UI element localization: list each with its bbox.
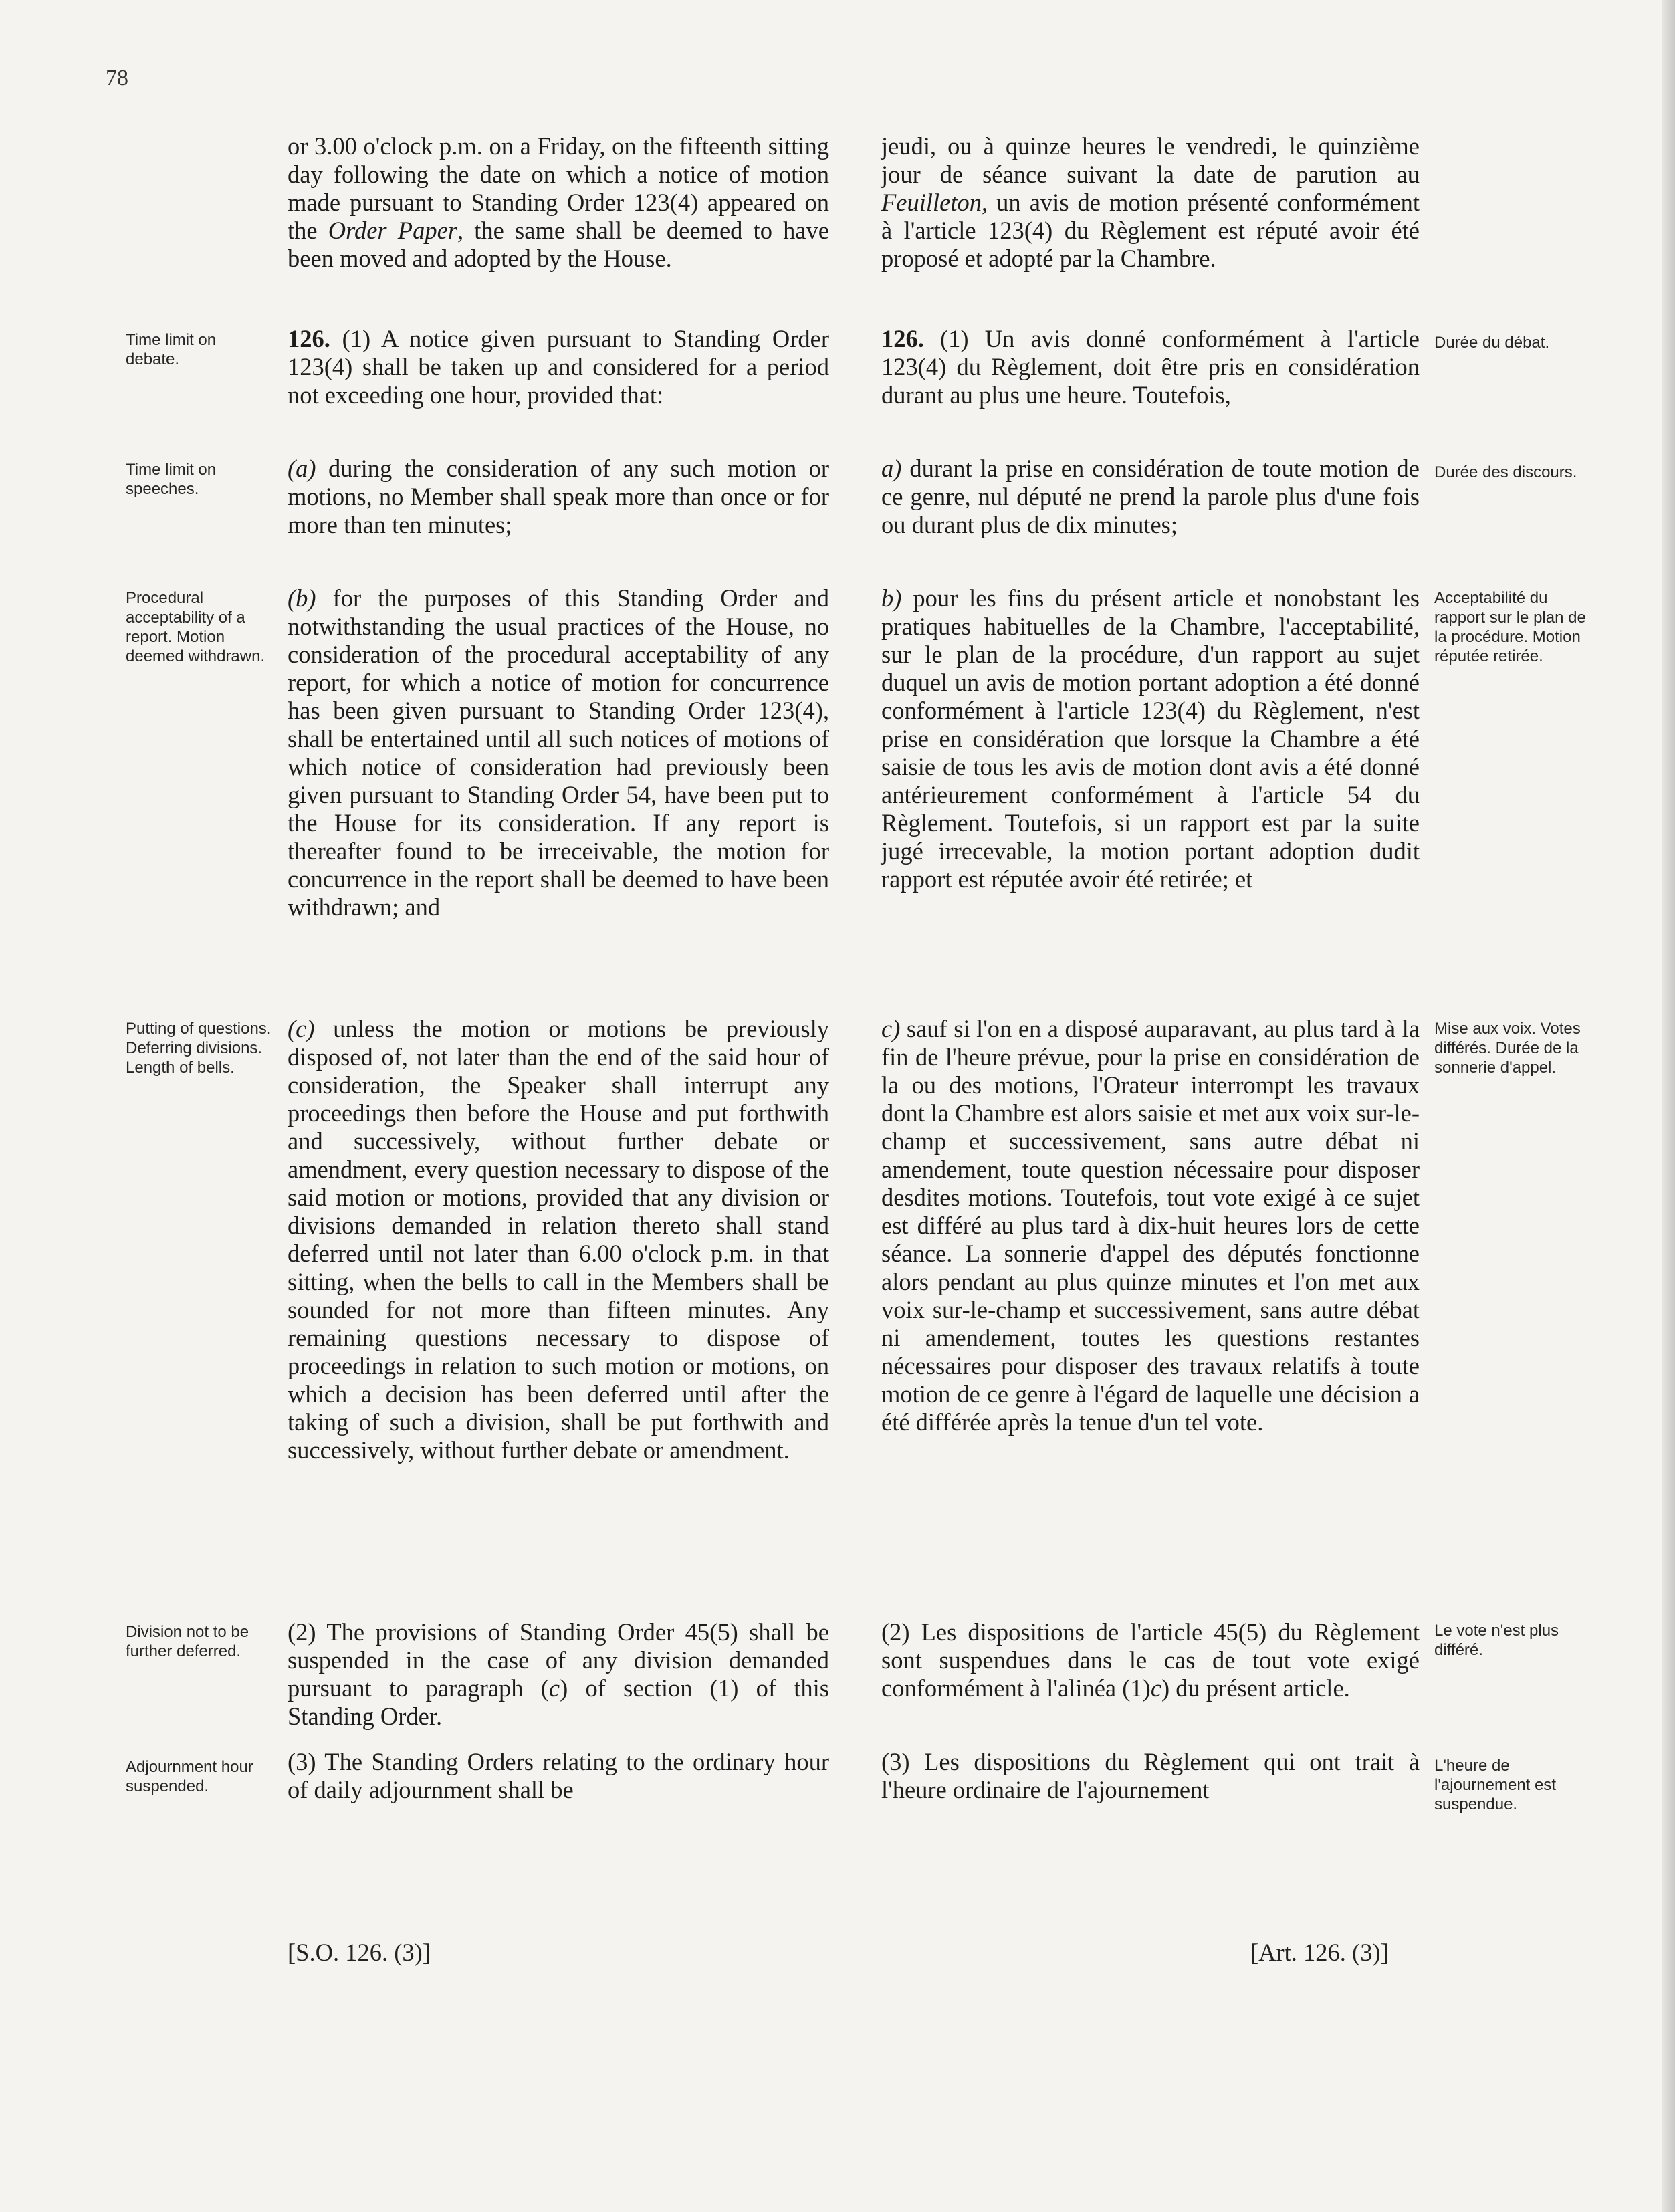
en-paragraph-b bbox=[288, 584, 829, 921]
fr-paragraph-a bbox=[881, 455, 1420, 539]
en-s2-italic: c bbox=[548, 1674, 560, 1702]
en-b-text: for the purposes of this Standing Order and notwithstanding the usual practices of the House, no consideration of the procedural acceptability of any report, for which a notice of motion for concurrence has been given pursuant to Standing Order 123(4), shall be entertained until all such notices of motions of which notice of consideration had previously been given pursuant to Standing Order 54, have been put to the House for its consideration. If any report is thereafter found to be irreceivable, the motion for concurrence in the report shall be deemed to have been withdrawn; and bbox=[288, 584, 829, 921]
fr-section-126-text: (1) Un avis donné conformément à l'article 123(4) du Règlement, doit être pris en considération durant au plus une heure. Toutefois, bbox=[881, 325, 1420, 409]
fr-c-label: c) bbox=[881, 1015, 901, 1042]
en-continuation-paragraph bbox=[288, 132, 829, 273]
en-continuation-text-1: or 3.00 o'clock p.m. on a Friday, on the fifteenth sitting day following the date on which a notice of motion made pursuant to Standing Order 123(4) appeared on the bbox=[288, 132, 829, 244]
fr-continuation-text-2: , un avis de motion présenté conformément à l'article 123(4) du Règlement est réputé avoir été proposé et adopté par la Chambre. bbox=[881, 189, 1420, 272]
fr-s2-text-1: (2) Les dispositions de l'article 45(5) du Règlement sont suspendues dans le cas de tout vote exigé conformément à l'alinéa (1) bbox=[881, 1618, 1420, 1702]
en-paragraph-a bbox=[288, 455, 829, 539]
fr-b-text: pour les fins du présent article et nonobstant les pratiques habituelles de la Chambre, l'acceptabilité, sur le plan de la procédure, d'un rapport au sujet duquel un avis de motion portant adoption a été donné conformément à l'article 123(4) du Règlement, n'est prise en considération que lorsque la Chambre a été saisie de tous les avis de motion dont avis a été donné antérieurement conformément à l'article 54 du Règlement. Toutefois, si un rapport est par la suite jugé irrecevable, la motion portant adoption dudit rapport est réputée avoir été retirée; et bbox=[881, 584, 1420, 893]
en-c-text: unless the motion or motions be previously disposed of, not later than the end of the said hour of consideration, the Speaker shall interrupt any proceedings then before the House and put forthwith and successively, without further debate or amendment, every question necessary to dispose of the said motion or motions, provided that any division or divisions demanded in relation thereto shall stand deferred until not later than 6.00 o'clock p.m. in that sitting, when the bells to call in the Members shall be sounded for not more than fifteen minutes. Any remaining questions necessary to dispose of proceedings in relation to such motion or motions, on which a decision has been deferred until after the taking of such a division, shall be put forthwith and successively, without further debate or amendment. bbox=[288, 1015, 829, 1464]
fr-c-text: sauf si l'on en a disposé auparavant, au plus tard à la fin de l'heure prévue, pour la prise en considération de la ou des motions, l'Orateur interrompt les travaux dont la Chambre est alors saisie et met aux voix sur-le-champ et successivement, sans autre débat ni amendement, toute question nécessaire pour disposer desdites motions. Toutefois, tout vote exigé à ce sujet est différé au plus tard à dix-huit heures lors de cette séance. La sonnerie d'appel des députés fonctionne alors pendant au plus quinze minutes et l'on met aux voix sur-le-champ et successivement, sans autre débat ni amendement, toutes les questions restantes nécessaires pour disposer des travaux relatifs à toute motion de ce genre à l'égard de laquelle une décision a été différée après la tenue d'un tel vote. bbox=[881, 1015, 1420, 1436]
fr-continuation-text-1: jeudi, ou à quinze heures le vendredi, le quinzième jour de séance suivant la date de parution au bbox=[881, 132, 1420, 188]
margin-note-putting-questions: Putting of questions. Deferring divisions. Length of bells. bbox=[126, 1020, 271, 1077]
fr-b-label: b) bbox=[881, 584, 902, 612]
fr-article-reference: [Art. 126. (3)] bbox=[1250, 1939, 1389, 1966]
en-continuation-text-2: , the same shall be deemed to have been moved and adopted by the House. bbox=[288, 217, 830, 272]
margin-note-adjournment-suspended: Adjournment hour suspended. bbox=[126, 1758, 253, 1795]
en-subsection-2 bbox=[288, 1618, 829, 1731]
en-standing-order-reference: [S.O. 126. (3)] bbox=[288, 1939, 431, 1966]
margin-note-division-not-deferred: Division not to be further deferred. bbox=[126, 1623, 249, 1660]
en-s3-text: (3) The Standing Orders relating to the ordinary hour of daily adjournment shall be bbox=[288, 1748, 829, 1803]
margin-note-acceptabilite: Acceptabilité du rapport sur le plan de la procédure. Motion réputée retirée. bbox=[1434, 589, 1586, 665]
margin-note-duree-discours: Durée des discours. bbox=[1434, 463, 1577, 481]
fr-section-126-1 bbox=[881, 325, 1420, 409]
en-section-126-1 bbox=[288, 325, 829, 409]
margin-note-heure-ajournement: L'heure de l'ajournement est suspendue. bbox=[1434, 1757, 1557, 1813]
en-section-126-text: (1) A notice given pursuant to Standing Order 123(4) shall be taken up and considered for a period not exceeding one hour, provided that: bbox=[288, 325, 829, 409]
fr-s2-italic: c bbox=[1150, 1674, 1162, 1702]
fr-subsection-2 bbox=[881, 1618, 1420, 1702]
fr-paragraph-c bbox=[881, 1015, 1420, 1436]
en-subsection-3 bbox=[288, 1748, 829, 1804]
en-s2-text-2: ) of section (1) of this Standing Order. bbox=[288, 1674, 829, 1730]
margin-note-procedural-acceptability: Procedural acceptability of a report. Motion deemed withdrawn. bbox=[126, 589, 265, 665]
en-paragraph-c bbox=[288, 1015, 829, 1464]
en-c-label: (c) bbox=[288, 1015, 315, 1042]
fr-subsection-3 bbox=[881, 1748, 1420, 1804]
margin-note-vote-non-differe: Le vote n'est plus différé. bbox=[1434, 1622, 1559, 1659]
margin-note-time-limit-debate: Time limit on debate. bbox=[126, 331, 217, 368]
en-order-paper-italic: Order Paper bbox=[328, 217, 457, 244]
fr-s3-text: (3) Les dispositions du Règlement qui ont trait à l'heure ordinaire de l'ajournement bbox=[881, 1748, 1420, 1803]
margin-note-mise-aux-voix: Mise aux voix. Votes différés. Durée de la sonnerie d'appel. bbox=[1434, 1020, 1581, 1077]
page-number: 78 bbox=[106, 66, 128, 90]
en-section-number: 126. bbox=[288, 325, 330, 352]
en-s2-text-1: (2) The provisions of Standing Order 45(5) shall be suspended in the case of any division demanded pursuant to paragraph ( bbox=[288, 1618, 829, 1702]
en-a-text: during the consideration of any such motion or motions, no Member shall speak more than once or for more than ten minutes; bbox=[288, 455, 829, 538]
fr-a-label: a) bbox=[881, 455, 902, 482]
en-a-label: (a) bbox=[288, 455, 316, 482]
page-edge bbox=[1662, 0, 1675, 2212]
fr-section-number: 126. bbox=[881, 325, 924, 352]
fr-paragraph-b bbox=[881, 584, 1420, 893]
fr-a-text: durant la prise en considération de toute motion de ce genre, nul député ne prend la parole plus d'une fois ou durant plus de dix minutes; bbox=[881, 455, 1420, 538]
en-b-label: (b) bbox=[288, 584, 316, 612]
fr-s2-text-2: ) du présent article. bbox=[1161, 1674, 1350, 1702]
fr-continuation-paragraph bbox=[881, 132, 1420, 273]
margin-note-time-limit-speeches: Time limit on speeches. bbox=[126, 461, 217, 498]
fr-feuilleton-italic: Feuilleton bbox=[881, 189, 982, 216]
margin-note-duree-debat: Durée du débat. bbox=[1434, 334, 1550, 352]
